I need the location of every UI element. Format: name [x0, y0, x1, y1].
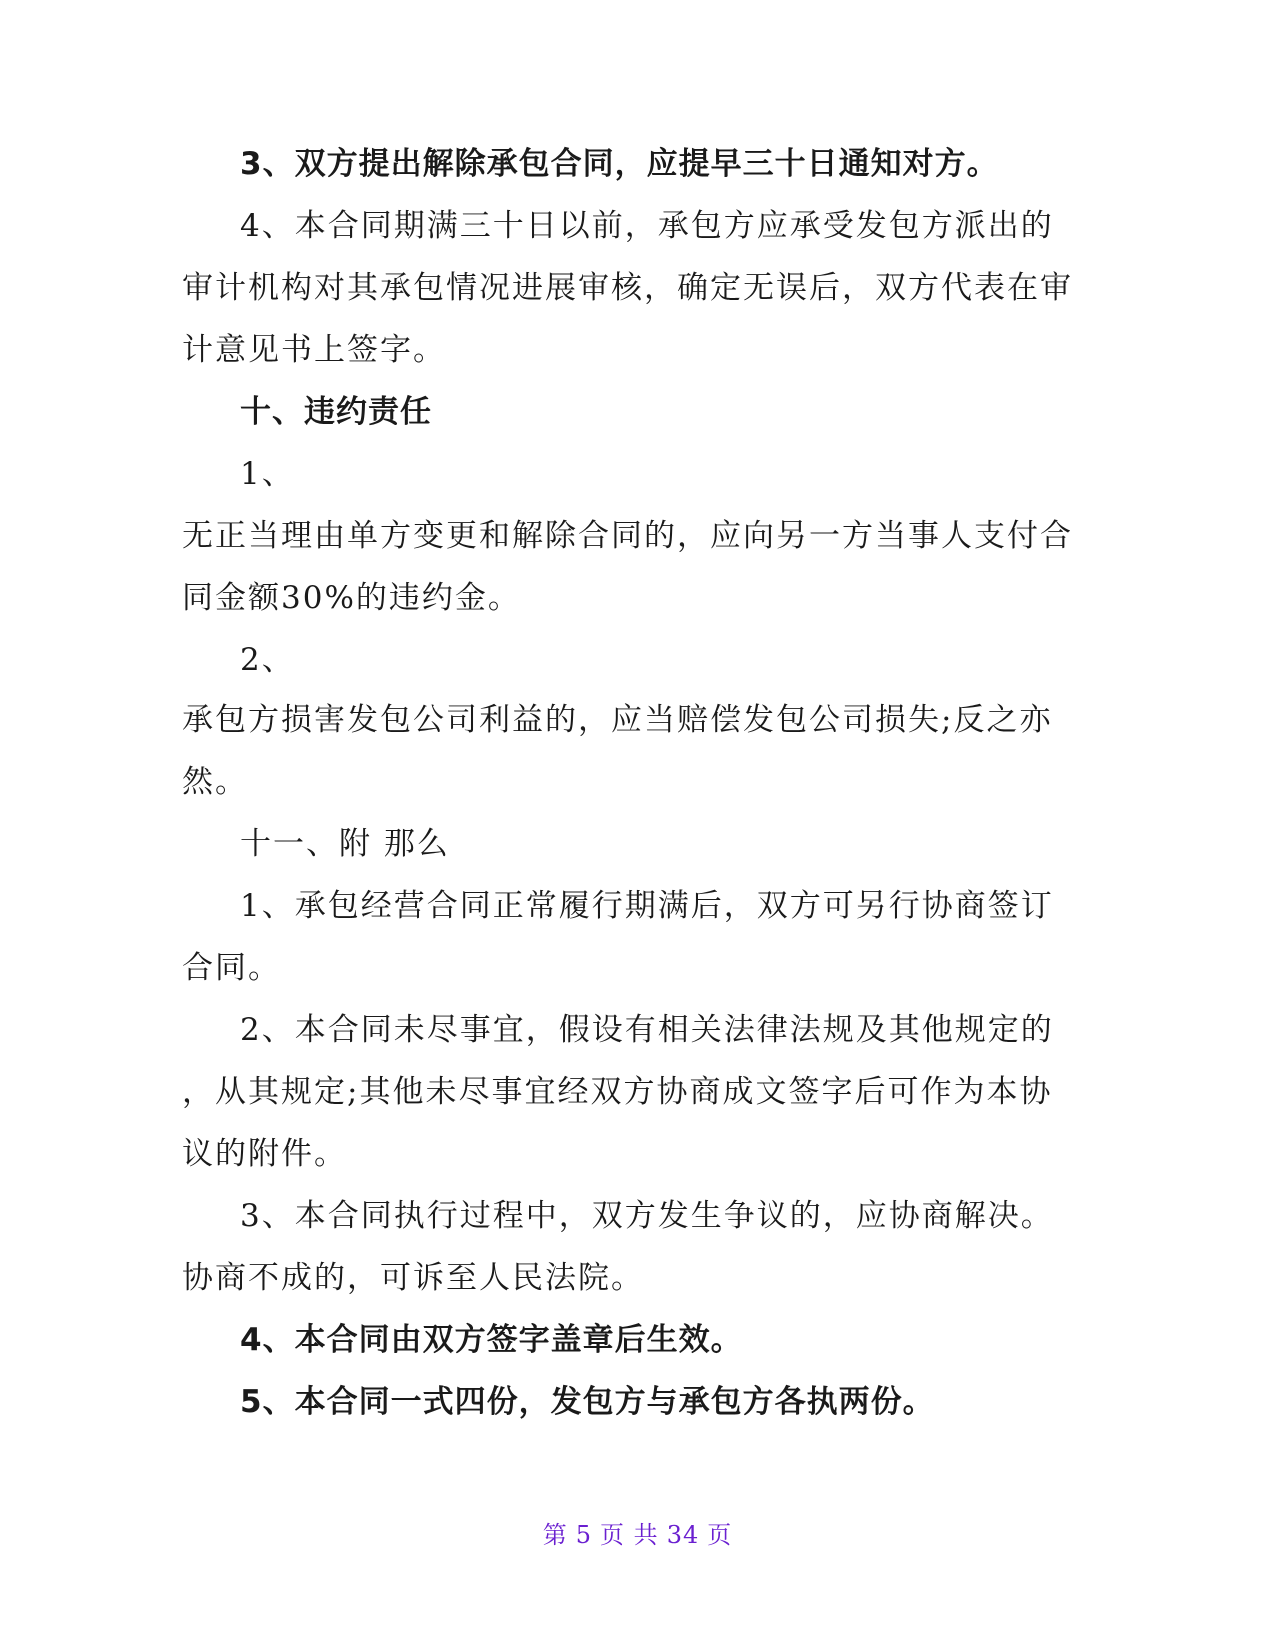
clause-line: 1、 — [240, 456, 295, 492]
total-page-number: 34 — [666, 1521, 700, 1549]
clause-line: 同金额30%的违约金。 — [182, 580, 521, 616]
clause-line: 2、 — [240, 642, 295, 678]
clause-line: 协商不成的，可诉至人民法院。 — [182, 1260, 644, 1296]
clause-line: 承包方损害发包公司利益的，应当赔偿发包公司损失;反之亦 — [182, 702, 1053, 738]
footer-suffix: 页 — [707, 1521, 733, 1549]
clause-line: 无正当理由单方变更和解除合同的，应向另一方当事人支付合 — [182, 518, 1073, 554]
clause-line: 2、本合同未尽事宜，假设有相关法律法规及其他规定的 — [240, 1012, 1054, 1048]
clause-line: 合同。 — [182, 950, 281, 986]
current-page-number: 5 — [575, 1521, 593, 1549]
footer-mid: 页 共 — [600, 1521, 659, 1549]
clause-line: 5、本合同一式四份，发包方与承包方各执两份。 — [240, 1384, 935, 1420]
clause-line: 1、承包经营合同正常履行期满后，双方可另行协商签订 — [240, 888, 1054, 924]
clause-line: 3、本合同执行过程中，双方发生争议的，应协商解决。 — [240, 1198, 1054, 1234]
section-heading: 十、违约责任 — [240, 394, 432, 430]
footer-prefix: 第 — [542, 1521, 568, 1549]
page-footer — [0, 1520, 1275, 1550]
clause-line: 议的附件。 — [182, 1136, 347, 1172]
clause-line: ，从其规定;其他未尽事宜经双方协商成文签字后可作为本协 — [182, 1074, 1053, 1110]
clause-line: 4、本合同期满三十日以前，承包方应承受发包方派出的 — [240, 208, 1054, 244]
clause-line: 然。 — [182, 764, 248, 800]
section-heading: 十一、附 那么 — [240, 826, 450, 862]
clause-line: 计意见书上签字。 — [182, 332, 446, 368]
clause-line: 4、本合同由双方签字盖章后生效。 — [240, 1322, 743, 1358]
clause-line: 3、双方提出解除承包合同，应提早三十日通知对方。 — [240, 146, 999, 182]
clause-line: 审计机构对其承包情况进展审核，确定无误后，双方代表在审 — [182, 270, 1073, 306]
